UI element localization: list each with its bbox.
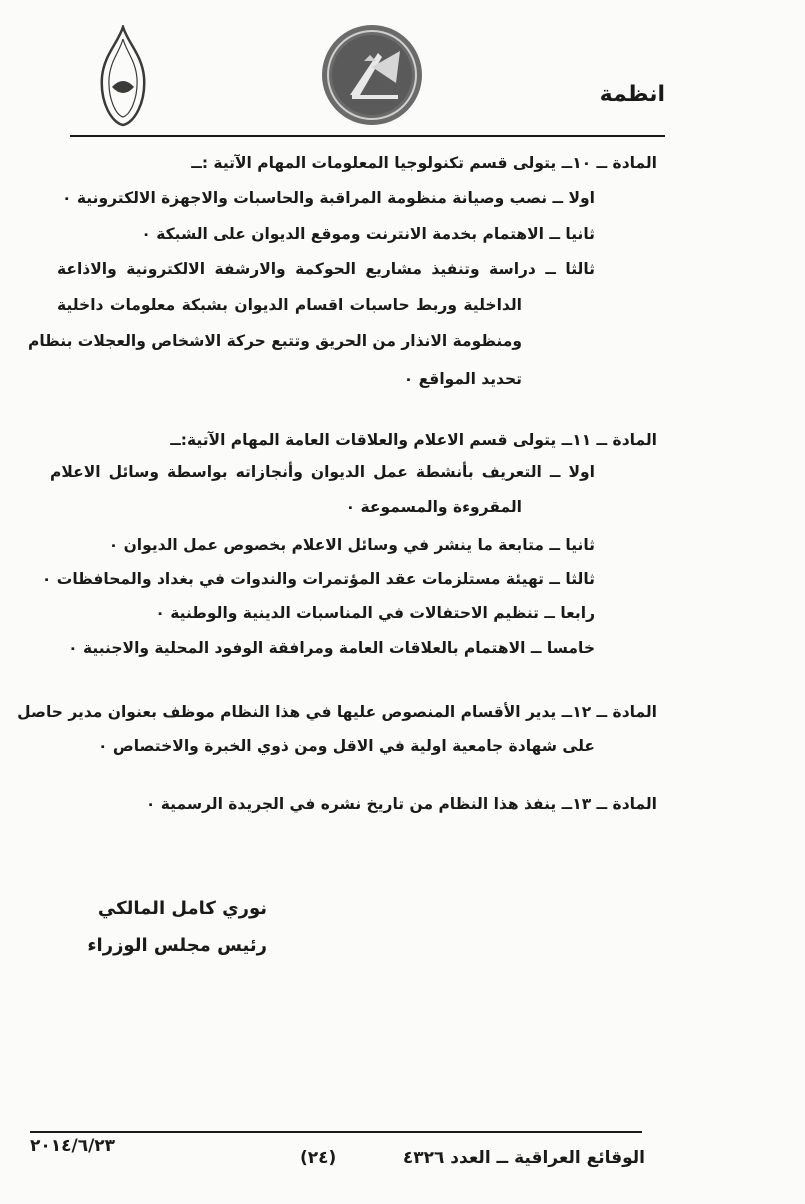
article-11-line: ثانيا ــ متابعة ما ينشر في وسائل الاعلام بخصوص عمل الديوان ٠ — [108, 536, 595, 554]
article-11-line: رابعا ــ تنظيم الاحتفالات في المناسبات الدينية والوطنية ٠ — [155, 604, 595, 622]
article-11-line: المقروءة والمسموعة ٠ — [345, 498, 522, 516]
article-11-line: ثالثا ــ تهيئة مستلزمات عقد المؤتمرات والندوات في بغداد والمحافظات ٠ — [41, 570, 595, 588]
publication-issue: الوقائع العراقية ــ العدد ٤٣٢٦ — [402, 1148, 645, 1168]
signatory-title: رئيس مجلس الوزراء — [87, 935, 267, 956]
article-10-line: ثانيا ــ الاهتمام بخدمة الانترنت وموقع الديوان على الشبكة ٠ — [141, 225, 595, 243]
article-12-line: على شهادة جامعية اولية في الاقل ومن ذوي الخبرة والاختصاص ٠ — [98, 737, 595, 755]
article-10-line: اولا ــ نصب وصيانة منظومة المراقبة والحاسبات والاجهزة الالكترونية ٠ — [62, 189, 595, 207]
section-title: انظمة — [599, 82, 665, 107]
article-10-line: ومنظومة الانذار من الحريق وتتبع حركة الاشخاص والعجلات بنظام — [27, 332, 522, 350]
article-10-heading: المادة ــ ١٠ــ يتولى قسم تكنولوجيا المعلومات المهام الآتية :ــ — [191, 154, 657, 172]
government-seal-icon — [320, 23, 424, 127]
article-10-line: تحديد المواقع ٠ — [403, 370, 522, 388]
signatory-name: نوري كامل المالكي — [97, 898, 267, 919]
article-11-heading: المادة ــ ١١ــ يتولى قسم الاعلام والعلاقات العامة المهام الآتية:ــ — [170, 431, 657, 449]
article-11-line: خامسا ــ الاهتمام بالعلاقات العامة ومرافقة الوفود المحلية والاجنبية ٠ — [68, 639, 595, 657]
footer-divider — [30, 1131, 642, 1133]
publication-date: ٢٠١٤/٦/٢٣ — [30, 1136, 116, 1156]
article-11-line: اولا ــ التعريف بأنشطة عمل الديوان وأنجازاته بواسطة وسائل الاعلام — [50, 463, 595, 481]
alwaqai-logo-icon — [94, 25, 152, 127]
article-10-line: ثالثا ــ دراسة وتنفيذ مشاريع الحوكمة والارشفة الالكترونية والاذاعة — [57, 260, 595, 278]
article-13-heading: المادة ــ ١٣ــ ينفذ هذا النظام من تاريخ نشره في الجريدة الرسمية ٠ — [145, 795, 657, 813]
page-number: (٢٤) — [300, 1148, 337, 1168]
article-10-line: الداخلية وربط حاسبات اقسام الديوان بشبكة معلومات داخلية — [57, 296, 522, 314]
article-12-heading: المادة ــ ١٢ــ يدير الأقسام المنصوص عليها في هذا النظام موظف بعنوان مدير حاصل — [17, 703, 657, 721]
header-divider — [70, 135, 665, 137]
